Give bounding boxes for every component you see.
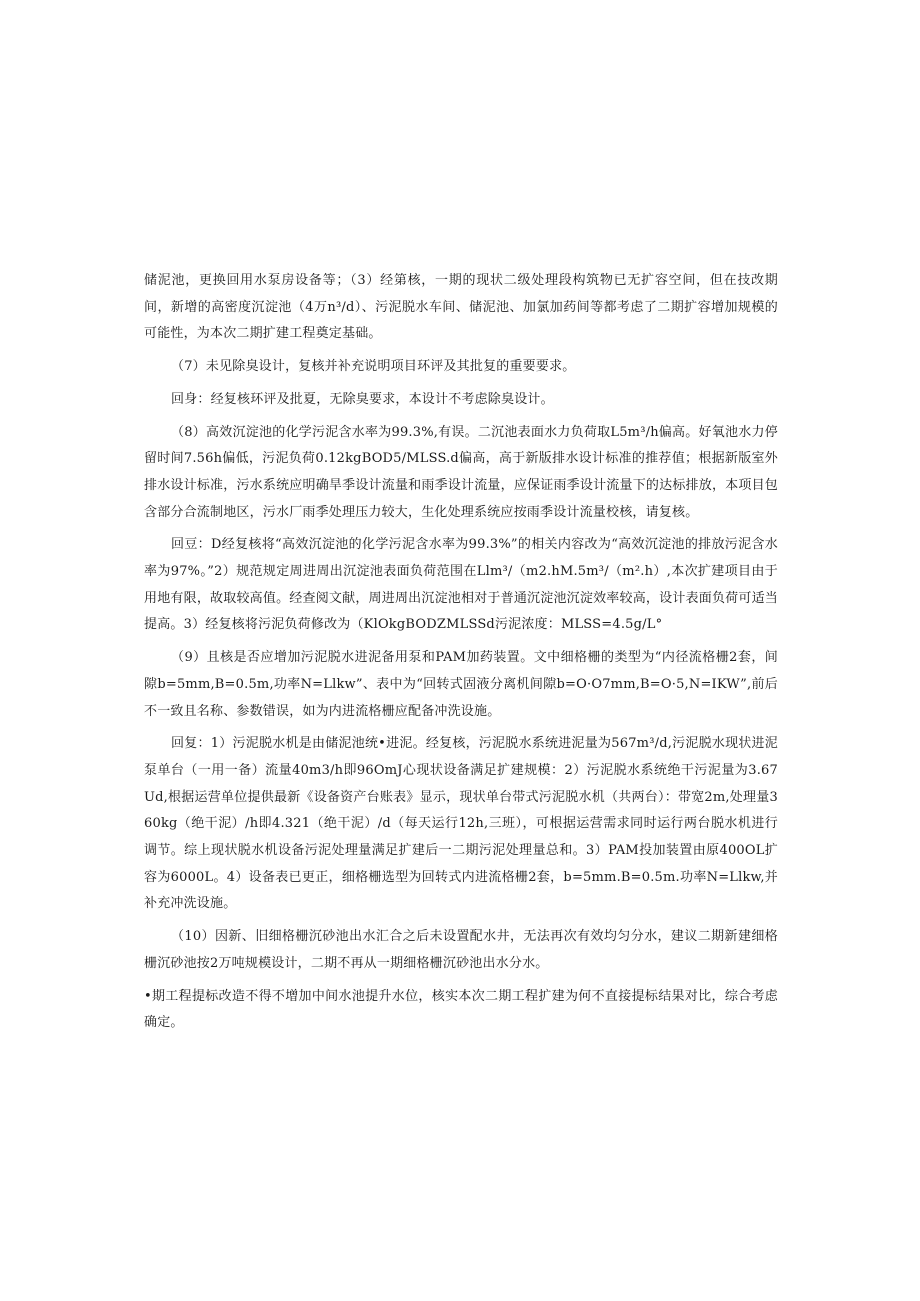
paragraph-item-8: （8）高效沉淀池的化学污泥含水率为99.3%,有误。二沉池表面水力负荷取L5m³/h偏高。好氧池水力停留时间7.56h偏低，污泥负荷0.12kgBOD5/MLSS.d偏高，高于新版排水设计标准的推荐值；根据新版室外排水设计标准，污水系统应明确旱季设计流量和雨季设计流量，应保证雨季设计流量下的达标排放，本项目包含部分合流制地区，污水厂雨季处理压力较大，生化处理系统应按雨季设计流量校核，请复核。 — [144, 424, 778, 520]
paragraph-continuation: 储泥池，更换回用水泵房设备等；（3）经第核，一期的现状二级处理段构筑物已无扩容空间，但在技改期间，新增的高密度沉淀池（4万n³/d）、污泥脱水车间、储泥池、加氯加药间等都考虑了二期扩容增加规模的可能性，为本次二期扩建工程奠定基础。 — [144, 273, 778, 342]
paragraph-item-9: （9）且核是否应增加污泥脱水进泥备用泵和PAM加药装置。文中细格栅的类型为“内径流格栅2套，间隙b=5mm,B=0.5m,功率N=Llkw”、表中为“回转式固液分离机间隙b=O·O7mm,B=O·5,N=IKW”,前后不一致且名称、参数错误，如为内进流格栅应配备冲洗设施。 — [144, 650, 778, 719]
paragraph-reply-8: 回豆：D经复核将“高效沉淀池的化学污泥含水率为99.3%”的相关内容改为“高效沉淀池的排放污泥含水率为97%。”2）规范规定周进周出沉淀池表面负荷范围在Llm³/（m2.hM.5m³/（m².h）,本次扩建项目由于用地有限，故取较高值。经查阅文献，周进周出沉淀池相对于普通沉淀池沉淀效率较高，设计表面负荷可适当提高。3）经复核将污泥负荷修改为（KlOkgBODZMLSSd污泥浓度：MLSS=4.5g/L° — [144, 537, 778, 633]
document-body — [144, 268, 778, 1043]
paragraph-final: •期工程提标改造不得不增加中间水池提升水位，核实本次二期工程扩建为何不直接提标结果对比，综合考虑确定。 — [144, 988, 778, 1031]
paragraph-reply-9: 回复：1）污泥脱水机是由储泥池统•进泥。经复核，污泥脱水系统进泥量为567m³/d,污泥脱水现状进泥泵单台（一用一备）流量40m3/h即96OmJ心现状设备满足扩建规模：2）污泥脱水系统绝干污泥量为3.67Ud,根据运营单位提供最新《设备资产台账表》显示，现状单台带式污泥脱水机（共两台）：带宽2m,处理量360kg（绝干泥）/h即4.321（绝干泥）/d（每天运行12h,三班），可根据运营需求同时运行两台脱水机进行调节。综上现状脱水机设备污泥处理量满足扩建后一二期污泥处理量总和。3）PAM投加装置由原400OL扩容为6000L。4）设备表已更正，细格栅选型为回转式内进流格栅2套，b=5mm.B=0.5m.功率N=Llkw,并补充冲洗设施。 — [144, 736, 778, 912]
paragraph-item-10: （10）因新、旧细格栅沉砂池出水汇合之后未设置配水井，无法再次有效均匀分水，建议二期新建细格栅沉砂池按2万吨规模设计，二期不再从一期细格栅沉砂池出水分水。 — [144, 929, 778, 971]
paragraph-reply-7: 回身：经复核环评及批夏，无除臭要求，本设计不考虑除臭设计。 — [171, 391, 554, 407]
paragraph-item-7: （7）未见除臭设计，复核并补充说明项目环评及其批复的重要要求。 — [171, 359, 576, 375]
